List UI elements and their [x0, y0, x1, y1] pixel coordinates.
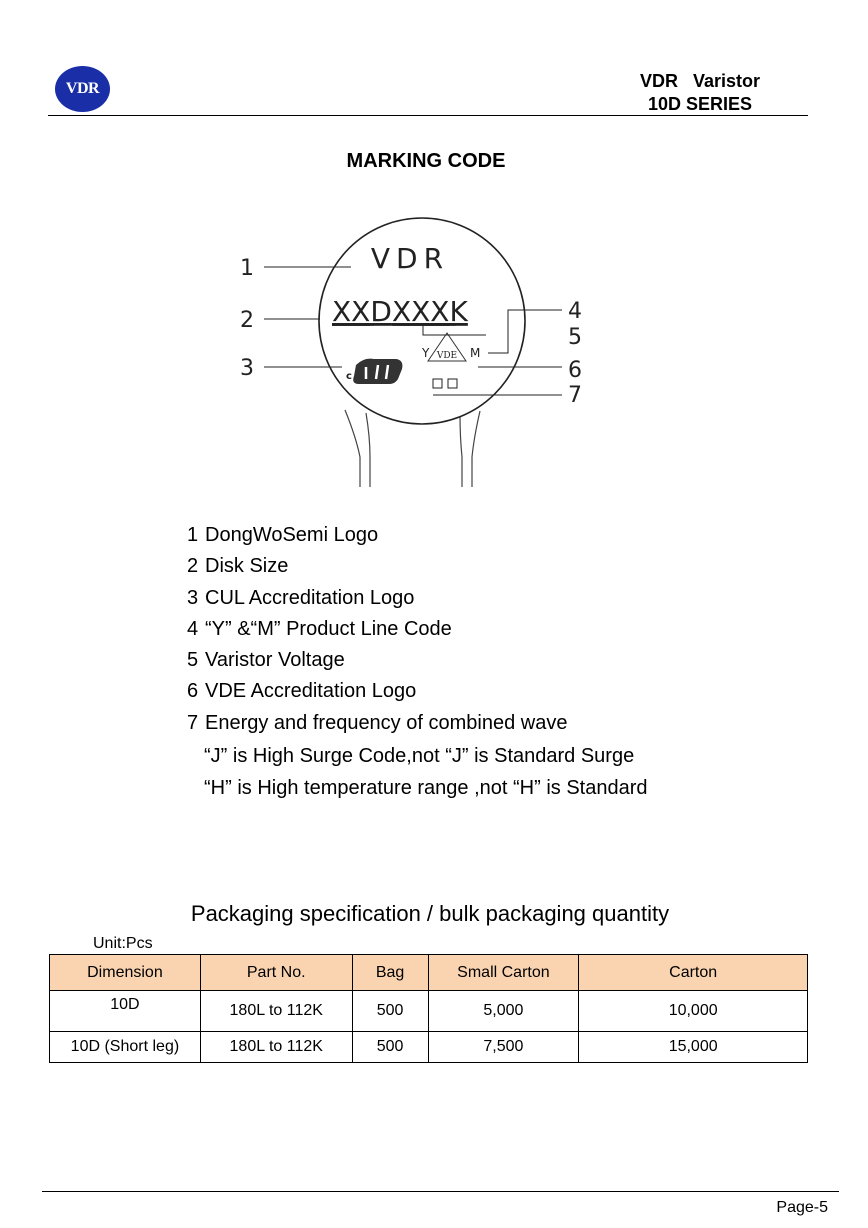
page-number: Page-5 [776, 1199, 828, 1216]
legend-item: 1 DongWoSemi Logo [187, 524, 379, 546]
footer-divider [42, 1191, 839, 1192]
table-cell: 500 [352, 1032, 428, 1063]
legend-item: 4 “Y” &“M” Product Line Code [187, 617, 452, 640]
legend-item: 3 CUL Accreditation Logo [187, 586, 415, 609]
svg-text:VDE: VDE [436, 351, 458, 361]
disc-brand-text: VDR [370, 242, 450, 275]
legend-item: 7 Energy and frequency of combined wave [187, 711, 568, 734]
disc-part-code [332, 295, 468, 328]
legend-note: “H” is High temperature range ,not “H” is Standard [204, 777, 648, 800]
header-title-line2: 10D SERIES [647, 94, 752, 114]
table-cell: 500 [352, 991, 428, 1032]
table-cell: 180L to 112K [200, 1032, 352, 1063]
callout-5: 5 [568, 325, 582, 350]
company-logo [55, 66, 110, 112]
marking-code-diagram [228, 205, 598, 490]
logo-text: VDR [65, 80, 100, 97]
part-code-k: K [449, 295, 468, 328]
table-header-row [50, 955, 808, 991]
legend-item: 5 Varistor Voltage [187, 649, 345, 672]
callout-7: 7 [568, 383, 582, 408]
part-code-voltage: XXX [391, 295, 450, 328]
part-code-size: XX [332, 295, 371, 328]
header-title [640, 70, 760, 116]
callout-3: 3 [240, 356, 254, 381]
unit-label: Unit:Pcs [93, 935, 153, 952]
callout-6: 6 [568, 358, 582, 383]
callout-1: 1 [240, 256, 254, 281]
callout-4: 4 [568, 299, 582, 324]
header-divider [48, 115, 808, 116]
header-title-line1: VDR Varistor [639, 71, 760, 91]
legend-item: 6 VDE Accreditation Logo [187, 680, 417, 703]
table-row [50, 1032, 808, 1063]
col-header-bag: Bag [352, 955, 428, 991]
col-header-carton: Carton [579, 955, 808, 991]
table-cell: 10D (Short leg) [50, 1032, 201, 1063]
table-cell: 15,000 [579, 1032, 808, 1063]
svg-text:c: c [346, 371, 352, 382]
m-mark: M [470, 346, 481, 360]
col-header-dimension: Dimension [50, 955, 201, 991]
table-cell: 5,000 [428, 991, 579, 1032]
marking-legend [187, 522, 648, 807]
callout-2: 2 [240, 308, 254, 333]
table-row [50, 991, 808, 1032]
table-cell: 180L to 112K [200, 991, 352, 1032]
table-cell: 7,500 [428, 1032, 579, 1063]
packaging-table [49, 954, 808, 1063]
packaging-title: Packaging specification / bulk packaging quantity [190, 901, 670, 926]
legend-item: 2 Disk Size [187, 555, 289, 578]
section-title: MARKING CODE [346, 150, 506, 172]
y-mark: Y [422, 346, 430, 360]
col-header-part-no: Part No. [200, 955, 352, 991]
table-cell: 10,000 [579, 991, 808, 1032]
table-cell: 10D [50, 991, 201, 1032]
col-header-small-carton: Small Carton [428, 955, 579, 991]
part-code-d: D [370, 295, 392, 328]
legend-note: “J” is High Surge Code,not “J” is Standard Surge [204, 745, 635, 768]
